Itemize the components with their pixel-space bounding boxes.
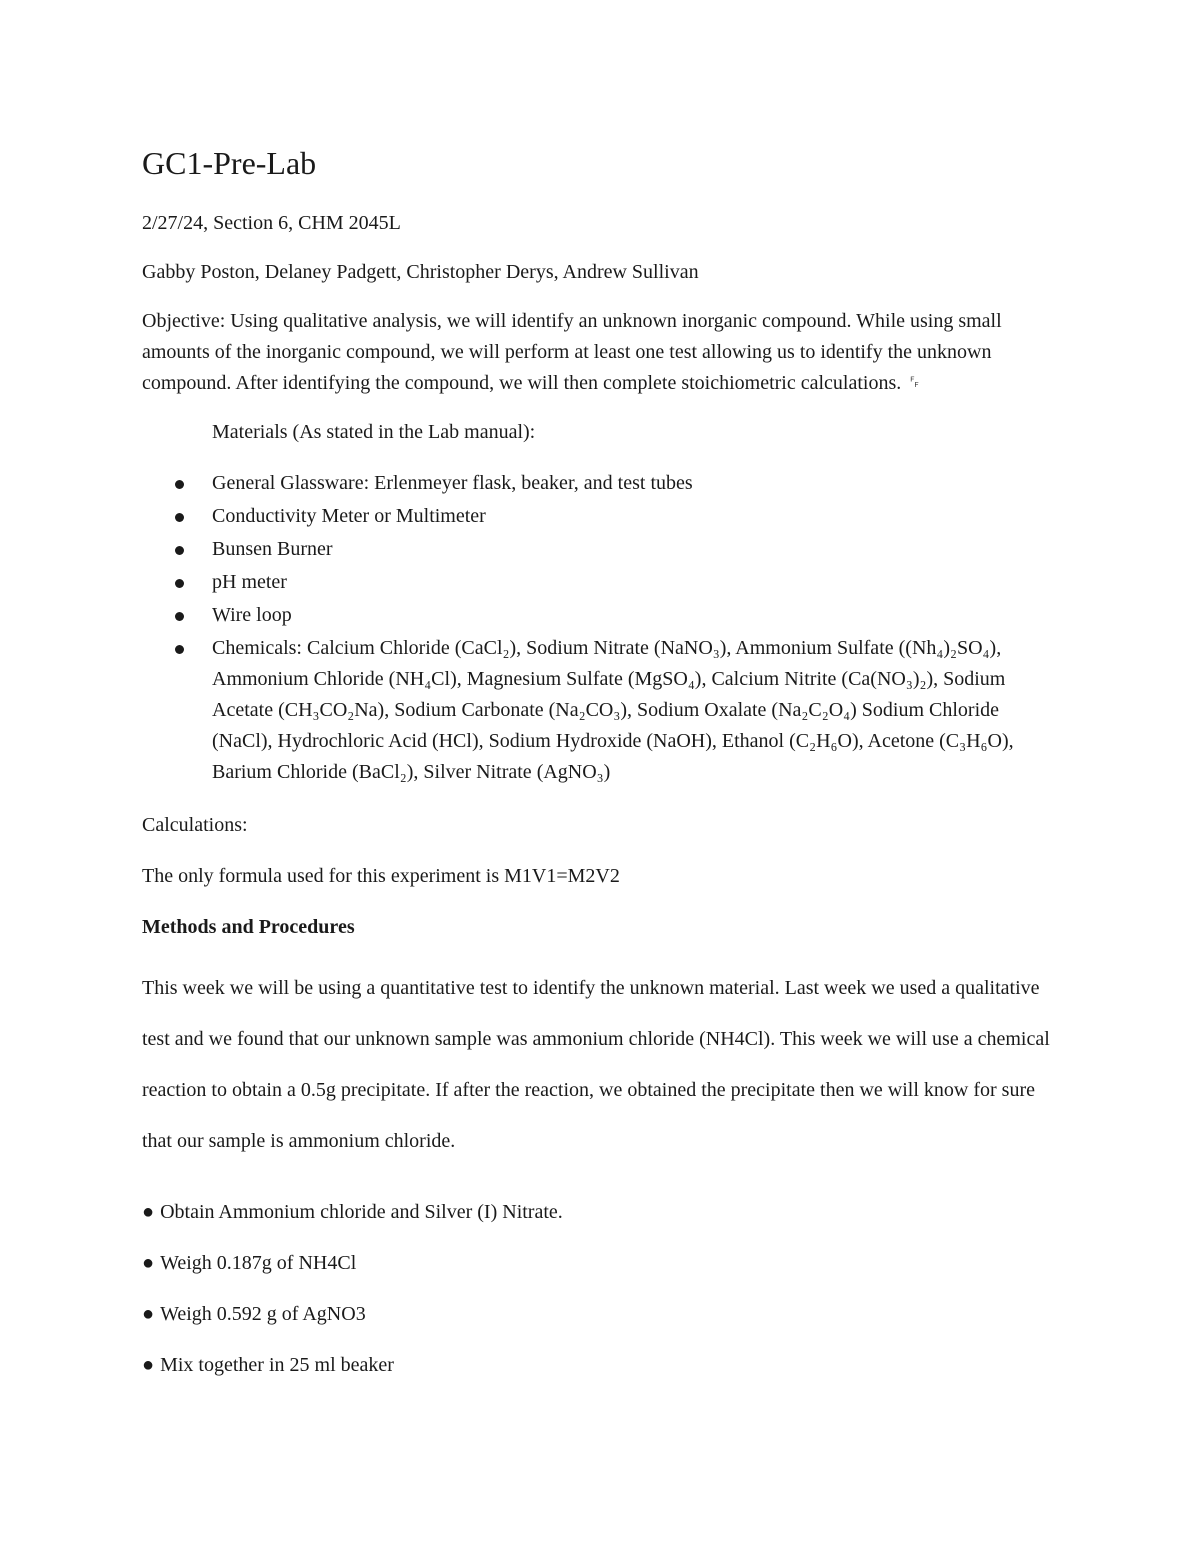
- chemicals-label: Chemicals: Calcium Chloride (CaCl₂), Sodium Nitrate (NaNO₃), Ammonium Sulfate ((Nh₄)₂SO₄), Ammonium Chloride (NH₄Cl), Magnesium Sulfate (MgSO₄), Calcium Nitrite (Ca(NO₃)₂), Sodium Acetate (CH₃CO₂Na), Sodium Carbonate (Na₂CO₃), Sodium Oxalate (Na₂C₂O₄) Sodium Chloride (NaCl), Hydrochloric Acid (HCl), Sodium Hydroxide (NaOH), Ethanol (C₂H₆O), Acetone (C₃H₆O), Barium Chloride (BaCl₂), Silver Nitrate (AgNO₃): [212, 637, 1014, 783]
- material-label: Wire loop: [212, 604, 292, 626]
- bullet-icon: [175, 612, 184, 621]
- material-label: pH meter: [212, 571, 287, 593]
- bullet-icon: ●: [142, 1354, 155, 1376]
- materials-list: [142, 468, 1062, 788]
- procedure-steps: [142, 1187, 1062, 1391]
- list-item: [142, 1187, 1062, 1238]
- list-item: [142, 1289, 1062, 1340]
- material-label: General Glassware: Erlenmeyer flask, beaker, and test tubes: [212, 472, 693, 494]
- list-item: [142, 633, 1062, 788]
- authors-line: Gabby Poston, Delaney Padgett, Christopher Derys, Andrew Sullivan: [142, 261, 699, 283]
- material-label: Bunsen Burner: [212, 538, 333, 560]
- list-item: [142, 534, 1062, 565]
- bullet-icon: ●: [142, 1252, 155, 1274]
- bullet-icon: [175, 480, 184, 489]
- bullet-icon: [175, 546, 184, 555]
- material-label: Conductivity Meter or Multimeter: [212, 505, 486, 527]
- calculations-text: The only formula used for this experiment is M1V1=M2V2: [142, 865, 620, 887]
- bullet-icon: [175, 513, 184, 522]
- list-item: [142, 468, 1062, 499]
- methods-heading: Methods and Procedures: [142, 916, 355, 938]
- calculations-heading: Calculations:: [142, 814, 248, 836]
- step-label: Mix together in 25 ml beaker: [160, 1354, 394, 1376]
- list-item: [142, 600, 1062, 631]
- step-label: Weigh 0.592 g of AgNO3: [160, 1303, 366, 1325]
- bullet-icon: [175, 645, 184, 654]
- document-page: [142, 140, 1062, 1391]
- bullet-icon: ●: [142, 1303, 155, 1325]
- document-title: GC1-Pre-Lab: [142, 145, 317, 181]
- bullet-icon: [175, 579, 184, 588]
- list-item: [142, 501, 1062, 532]
- step-label: Obtain Ammonium chloride and Silver (I) Nitrate.: [160, 1201, 563, 1223]
- list-item: [142, 567, 1062, 598]
- list-item: [142, 1340, 1062, 1391]
- methods-paragraph: This week we will be using a quantitative test to identify the unknown material. Last week we used a qualitative test and we found that our unknown sample was ammonium chloride (NH4Cl). This week we will use a chemical reaction to obtain a 0.5g precipitate. If after the reaction, we obtained the precipitate then we will know for sure that our sample is ammonium chloride.: [142, 977, 1050, 1152]
- date-section-line: 2/27/24, Section 6, CHM 2045L: [142, 212, 401, 234]
- list-item: [142, 1238, 1062, 1289]
- materials-heading: Materials (As stated in the Lab manual):: [212, 421, 536, 443]
- objective-paragraph: Objective: Using qualitative analysis, we will identify an unknown inorganic compound. While using small amounts of the inorganic compound, we will perform at least one test allowing us to identify the unknown compound. After identifying the compound, we will then complete stoichiometric calculations. ␌: [142, 310, 1002, 394]
- bullet-icon: ●: [142, 1201, 155, 1223]
- step-label: Weigh 0.187g of NH4Cl: [160, 1252, 357, 1274]
